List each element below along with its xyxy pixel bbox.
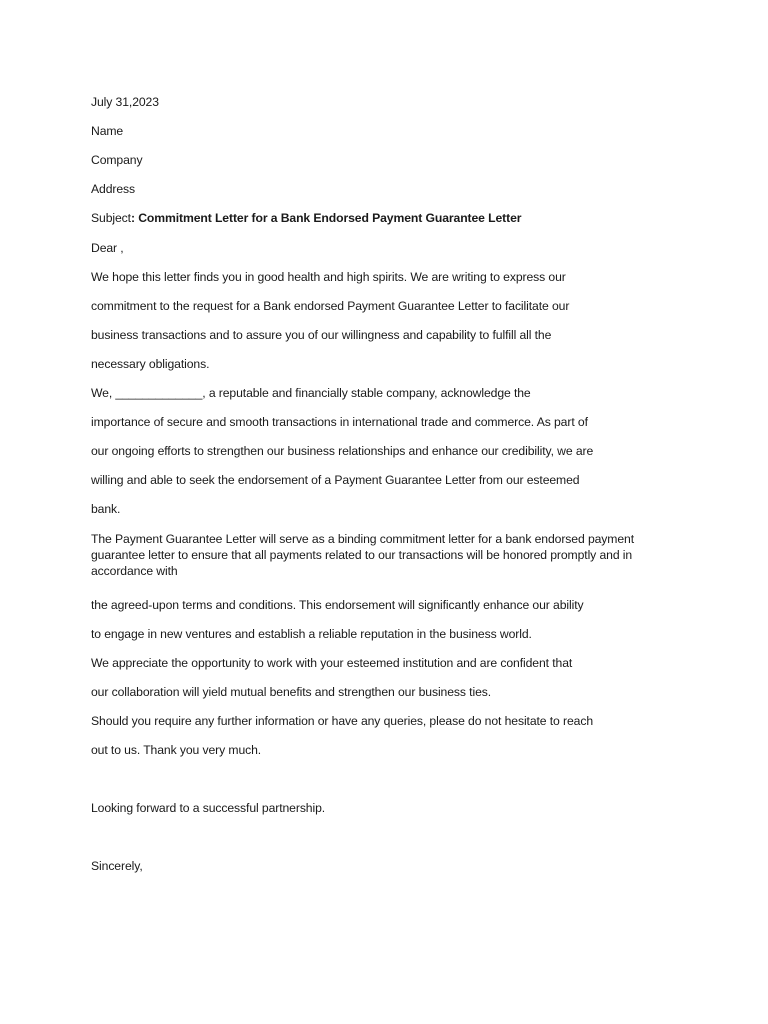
body-line: willing and able to seek the endorsement of a Payment Guarantee Letter from our esteemed bbox=[91, 473, 580, 487]
body-line: to engage in new ventures and establish a reliable reputation in the business world. bbox=[91, 627, 532, 641]
salutation: Dear , bbox=[91, 241, 124, 255]
body-line: Should you require any further information or have any queries, please do not hesitate to reach bbox=[91, 714, 594, 728]
sign-off: Sincerely, bbox=[91, 859, 143, 873]
body-line: importance of secure and smooth transactions in international trade and commerce. As part of bbox=[91, 415, 588, 429]
body-line: We, _____________, a reputable and financially stable company, acknowledge the bbox=[91, 386, 531, 400]
subject-label: Subject bbox=[91, 211, 131, 225]
body-line: our ongoing efforts to strengthen our business relationships and enhance our credibility, we are bbox=[91, 444, 594, 458]
body-line: We hope this letter finds you in good health and high spirits. We are writing to express our bbox=[91, 270, 566, 284]
body-line: out to us. Thank you very much. bbox=[91, 743, 262, 757]
body-line: our collaboration will yield mutual benefits and strengthen our business ties. bbox=[91, 685, 492, 699]
closing-line: Looking forward to a successful partnership. bbox=[91, 801, 326, 815]
body-line: the agreed-upon terms and conditions. This endorsement will significantly enhance our ability bbox=[91, 598, 584, 612]
letter-date: July 31,2023 bbox=[91, 95, 159, 109]
recipient-name: Name bbox=[91, 124, 124, 138]
body-line: commitment to the request for a Bank endorsed Payment Guarantee Letter to facilitate our bbox=[91, 299, 570, 313]
subject-title: : Commitment Letter for a Bank Endorsed Payment Guarantee Letter bbox=[130, 211, 522, 225]
recipient-address: Address bbox=[91, 182, 136, 196]
body-line: We appreciate the opportunity to work with your esteemed institution and are confident that bbox=[91, 656, 573, 670]
body-line: necessary obligations. bbox=[91, 357, 210, 371]
body-line: bank. bbox=[91, 502, 121, 516]
wrapped-paragraph: The Payment Guarantee Letter will serve as a binding commitment letter for a bank endorsed payment guarantee letter to ensure that all payments related to our transactions will be honored promptly and in accordance with bbox=[91, 532, 634, 578]
subject-line bbox=[91, 210, 521, 226]
recipient-company: Company bbox=[91, 153, 143, 167]
body-line: business transactions and to assure you of our willingness and capability to fulfill all the bbox=[91, 328, 552, 342]
